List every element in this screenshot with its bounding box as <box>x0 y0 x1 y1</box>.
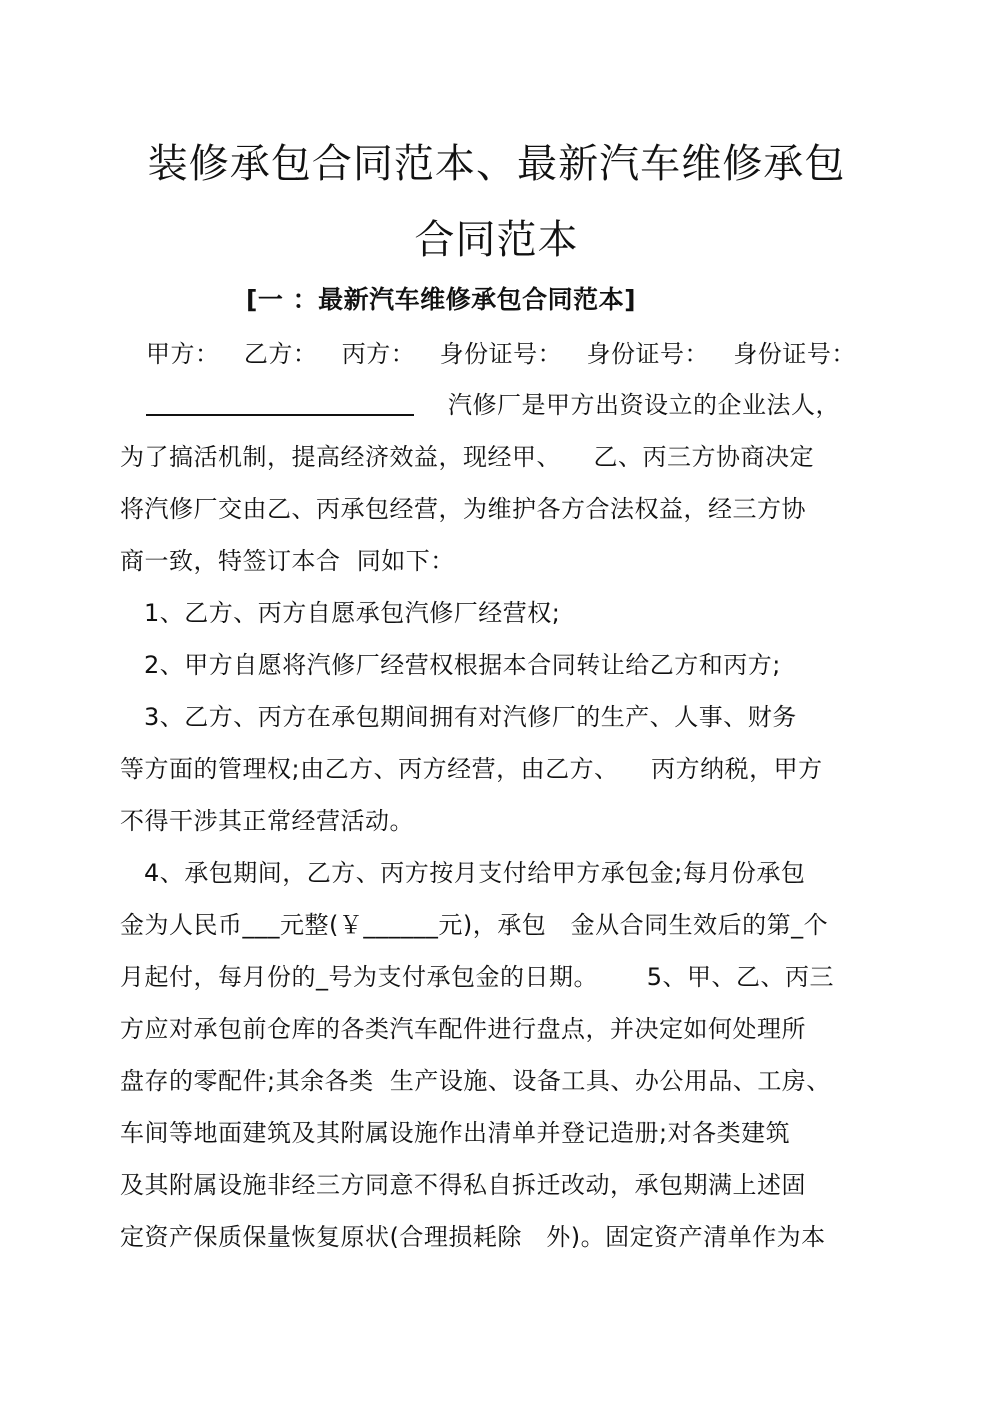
signature-blank-line <box>146 414 414 416</box>
clause-3: 3、乙方、丙方在承包期间拥有对汽修厂的生产、人事、财务 <box>144 703 797 731</box>
section-heading: [一 ：最新汽车维修承包合同范本] <box>246 285 637 314</box>
parties-line: 甲方： 乙方： 丙方： 身份证号： 身份证号： 身份证号： <box>146 340 856 368</box>
document-title-line-1: 装修承包合同范本、最新汽车维修承包 <box>147 141 846 187</box>
clause-4: 4、承包期间，乙方、丙方按月支付给甲方承包金;每月份承包 <box>144 859 806 887</box>
body-line: 为了搞活机制，提高经济效益，现经甲、 乙、丙三方协商决定 <box>120 443 815 471</box>
body-line: 车间等地面建筑及其附属设施作出清单并登记造册;对各类建筑 <box>120 1119 791 1147</box>
body-line: 盘存的零配件;其余各类 生产设施、设备工具、办公用品、工房、 <box>120 1067 831 1095</box>
body-line: 等方面的管理权;由乙方、丙方经营，由乙方、 丙方纳税，甲方 <box>120 755 823 783</box>
clause-1: 1、乙方、丙方自愿承包汽修厂经营权; <box>144 599 561 627</box>
clause-2: 2、甲方自愿将汽修厂经营权根据本合同转让给乙方和丙方; <box>144 651 781 679</box>
body-line: 不得干涉其正常经营活动。 <box>120 807 414 835</box>
body-line: 金为人民币___元整(￥______元)，承包 金从合同生效后的第_个 <box>120 911 829 939</box>
body-line: 方应对承包前仓库的各类汽车配件进行盘点，并决定如何处理所 <box>120 1015 806 1043</box>
body-line: 汽修厂是甲方出资设立的企业法人， <box>448 391 840 419</box>
body-line: 将汽修厂交由乙、丙承包经营，为维护各方合法权益，经三方协 <box>120 495 806 523</box>
document-title-line-2: 合同范本 <box>414 217 579 263</box>
body-line: 定资产保质保量恢复原状(合理损耗除 外)。固定资产清单作为本 <box>120 1223 826 1251</box>
body-line: 商一致，特签订本合 同如下： <box>120 547 455 575</box>
body-line: 月起付，每月份的_号为支付承包金的日期。 5、甲、乙、丙三 <box>120 963 835 991</box>
body-line: 及其附属设施非经三方同意不得私自拆迁改动，承包期满上述固 <box>120 1171 806 1199</box>
